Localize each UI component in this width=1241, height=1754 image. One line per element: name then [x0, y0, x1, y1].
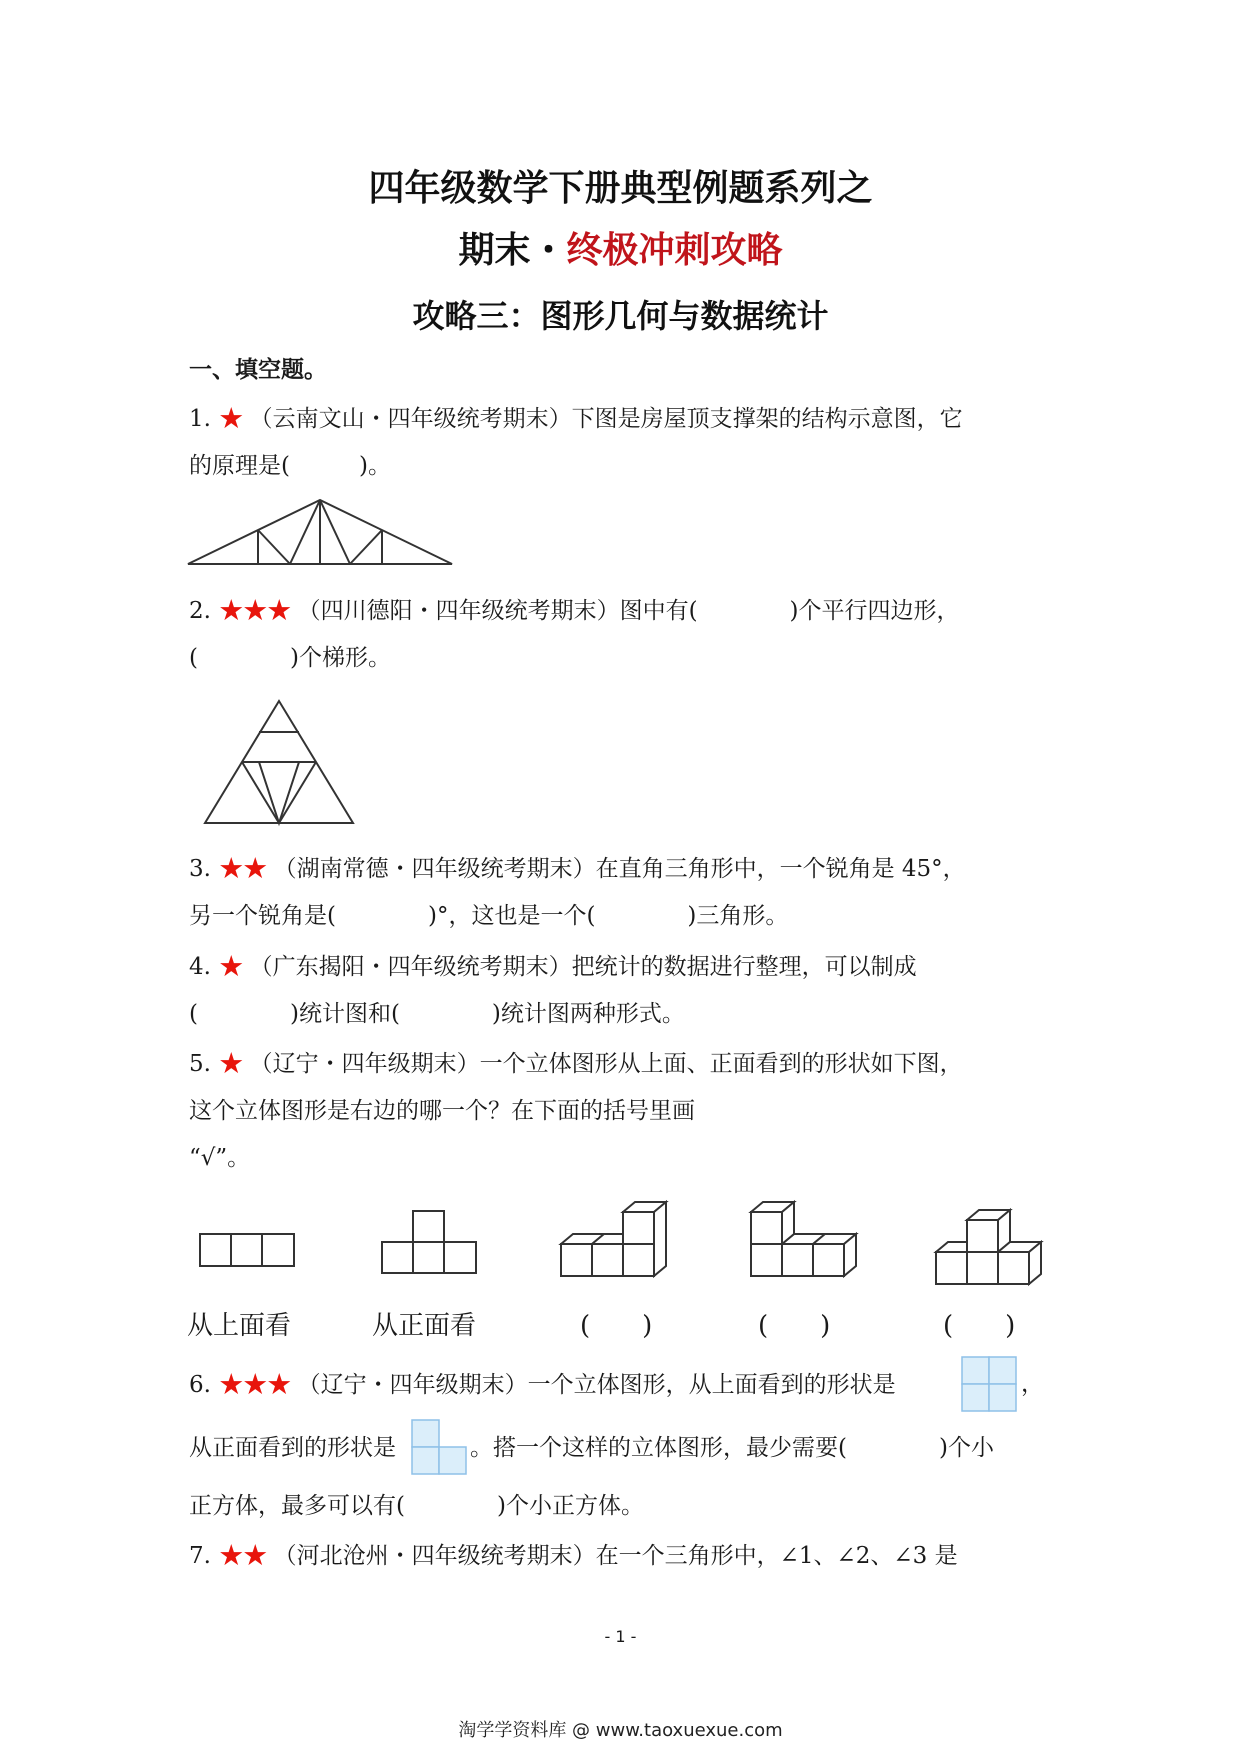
- document-title: 四年级数学下册典型例题系列之: [368, 168, 873, 209]
- difficulty-star-icon: ★: [218, 401, 243, 435]
- question-text: （湖南常德・四年级统考期末）在直角三角形中，一个锐角是 45°，: [273, 856, 966, 882]
- question-number: 6.: [189, 1372, 211, 1398]
- question-5-line1: [189, 1048, 963, 1079]
- question-5-line2: 这个立体图形是右边的哪一个？在下面的括号里画: [189, 1098, 695, 1124]
- solid-option-a-figure: [560, 1198, 675, 1278]
- question-text: （云南文山・四年级统考期末）下图是房屋顶支撑架的结构示意图，它: [249, 406, 963, 432]
- question-6-line3: 正方体，最多可以有( )个小正方体。: [189, 1493, 644, 1519]
- difficulty-star-icon: ★★: [218, 1538, 267, 1572]
- question-3-line2: 另一个锐角是( )°，这也是一个( )三角形。: [189, 903, 789, 929]
- question-6-line1: [189, 1369, 896, 1400]
- watermark-text: 淘学学资料库 @ www.taoxuexue.com: [458, 1720, 783, 1741]
- question-4-line1: [189, 951, 917, 982]
- difficulty-star-icon: ★: [218, 949, 243, 983]
- caption-front-view: 从正面看: [372, 1311, 477, 1341]
- difficulty-star-icon: ★: [218, 1046, 243, 1080]
- answer-paren-a[interactable]: ( ): [580, 1311, 653, 1341]
- title-highlight: 终极冲刺攻略: [566, 230, 783, 271]
- question-2-line2: ( )个梯形。: [189, 645, 391, 671]
- question-text: （辽宁・四年级期末）一个立体图形，从上面看到的形状是: [297, 1372, 896, 1398]
- question-text: （河北沧州・四年级统考期末）在一个三角形中，∠1、∠2、∠3 是: [273, 1543, 958, 1569]
- difficulty-star-icon: ★★★: [218, 593, 291, 627]
- roof-truss-figure: [186, 496, 454, 566]
- question-6-comma: ，: [1021, 1371, 1044, 1397]
- question-number: 7.: [189, 1543, 211, 1569]
- top-view-grid-figure: [961, 1356, 1017, 1412]
- top-view-figure: [199, 1233, 295, 1267]
- answer-paren-c[interactable]: ( ): [943, 1311, 1016, 1341]
- triangle-figure: [203, 699, 355, 825]
- question-7-line1: [189, 1540, 958, 1571]
- question-5-line3: “√”。: [189, 1145, 251, 1171]
- document-title-line2: [0, 222, 1241, 273]
- question-text: （辽宁・四年级期末）一个立体图形从上面、正面看到的形状如下图，: [249, 1051, 963, 1077]
- question-text: （广东揭阳・四年级统考期末）把统计的数据进行整理，可以制成: [249, 954, 917, 980]
- title-prefix: 期末・: [458, 230, 567, 271]
- answer-paren-b[interactable]: ( ): [758, 1311, 831, 1341]
- question-number: 3.: [189, 856, 211, 882]
- difficulty-star-icon: ★★: [218, 851, 267, 885]
- caption-top-view: 从上面看: [187, 1311, 292, 1341]
- question-1-line2: 的原理是( )。: [189, 453, 391, 479]
- solid-option-b-figure: [750, 1198, 865, 1278]
- front-view-figure: [381, 1210, 477, 1274]
- section-heading: 一、填空题。: [189, 357, 327, 383]
- question-4-line2: ( )统计图和( )统计图两种形式。: [189, 1001, 685, 1027]
- question-text: （四川德阳・四年级统考期末）图中有( )个平行四边形，: [297, 598, 960, 624]
- question-6-line2b: 。搭一个这样的立体图形，最少需要( )个小: [470, 1435, 994, 1461]
- question-number: 1.: [189, 406, 211, 432]
- question-2-line1: [189, 595, 960, 626]
- front-view-grid-figure: [411, 1419, 467, 1475]
- page-number: - 1 -: [604, 1627, 637, 1646]
- question-6-line2a: 从正面看到的形状是: [189, 1435, 396, 1461]
- question-number: 5.: [189, 1051, 211, 1077]
- solid-option-c-figure: [935, 1206, 1050, 1286]
- document-subtitle: 攻略三：图形几何与数据统计: [412, 297, 829, 335]
- question-number: 4.: [189, 954, 211, 980]
- question-3-line1: [189, 853, 966, 884]
- difficulty-star-icon: ★★★: [218, 1367, 291, 1401]
- question-number: 2.: [189, 598, 211, 624]
- question-1-line1: [189, 403, 963, 434]
